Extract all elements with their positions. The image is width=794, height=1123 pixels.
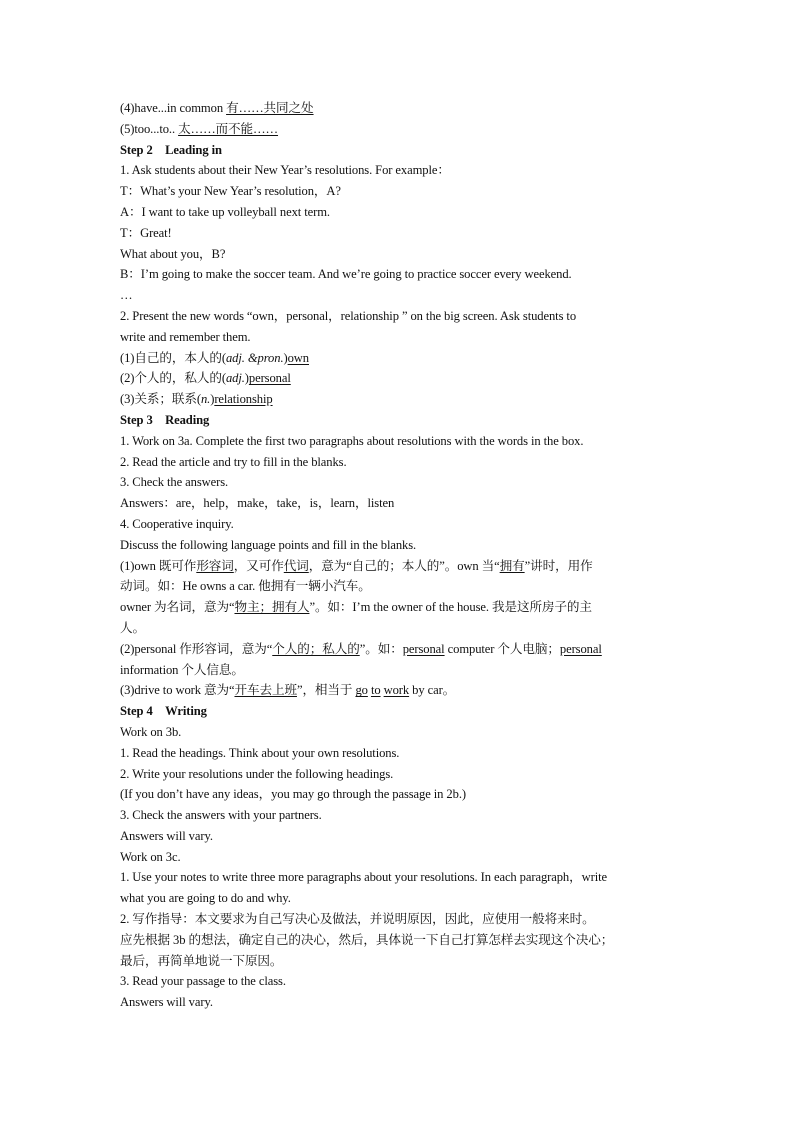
text-line: Discuss the following language points and fill in the blanks.: [120, 537, 417, 552]
language-point: (3)drive to work 意为“开车去上班”，相当于 go to work by car。: [120, 683, 456, 698]
language-point: owner 为名词，意为“物主；拥有人”。如：I’m the owner of the house. 我是这所房子的主: [120, 600, 592, 615]
ellipsis: …: [120, 288, 133, 303]
phrase-item: [120, 119, 680, 140]
text-line: Answers will vary.: [120, 995, 213, 1010]
text-line: 1. Work on 3a. Complete the first two paragraphs about resolutions with the words in the box.: [120, 433, 584, 448]
text-line: 2. Present the new words “own，personal，relationship ” on the big screen. Ask students to: [120, 308, 577, 323]
text-line: 2. Read the article and try to fill in the blanks.: [120, 454, 347, 469]
phrase-item: [120, 98, 680, 119]
text-line: Answers will vary.: [120, 828, 213, 843]
text-line: 应先根据 3b 的想法，确定自己的决心，然后，具体说一下自己打算怎样去实现这个决心；: [120, 932, 614, 947]
text-line: what you are going to do and why.: [120, 891, 291, 906]
dialogue-line: What about you，B?: [120, 246, 226, 261]
vocab-item: (2)个人的，私人的(adj.)personal: [120, 371, 291, 386]
text-line: 1. Use your notes to write three more paragraphs about your resolutions. In each paragraph，write: [120, 870, 607, 885]
language-point: 动词。如：He owns a car. 他拥有一辆小汽车。: [120, 579, 371, 594]
phrase-text: (4)have...in common: [120, 101, 227, 115]
language-point: information 个人信息。: [120, 662, 244, 677]
step3-heading: Step 3 Reading: [120, 412, 210, 427]
text-line: Work on 3b.: [120, 724, 182, 739]
text-line: 2. Write your resolutions under the following headings.: [120, 766, 394, 781]
vocab-answer: own: [287, 350, 309, 365]
vocab-answer: relationship: [214, 392, 273, 407]
language-point: (1)own 既可作形容词，又可作代词，意为“自己的；本人的”。own 当“拥有”讲时，用作: [120, 558, 593, 573]
phrase-text: (5)too...to..: [120, 121, 179, 136]
dialogue-line: B：I’m going to make the soccer team. And we’re going to practice soccer every weekend.: [120, 267, 572, 282]
phrase-meaning: 有……共同之处: [226, 101, 314, 115]
step2-heading: Step 2 Leading in: [120, 142, 222, 157]
text-line: 1. Read the headings. Think about your own resolutions.: [120, 745, 400, 760]
language-point: 人。: [120, 620, 145, 635]
text-line: 最后，再简单地说一下原因。: [120, 953, 283, 968]
vocab-answer: personal: [248, 371, 291, 386]
text-line: 4. Cooperative inquiry.: [120, 516, 234, 531]
phrase-meaning: 太……而不能……: [178, 121, 279, 136]
text-line: 1. Ask students about their New Year’s resolutions. For example：: [120, 163, 450, 178]
dialogue-line: T：Great!: [120, 225, 172, 240]
document-page: [120, 98, 680, 1013]
answers-line: Answers：are，help，make，take，is，learn，listen: [120, 496, 395, 511]
text-line: 2. 写作指导：本文要求为自己写决心及做法，并说明原因，因此，应使用一般将来时。: [120, 912, 595, 927]
text-line: 3. Read your passage to the class.: [120, 974, 286, 989]
text-line: 3. Check the answers with your partners.: [120, 808, 322, 823]
text-line: write and remember them.: [120, 329, 251, 344]
text-line: 3. Check the answers.: [120, 475, 229, 490]
dialogue-line: T：What’s your New Year’s resolution，A?: [120, 184, 341, 199]
language-point: (2)personal 作形容词，意为“个人的；私人的”。如：personal computer 个人电脑；personal: [120, 641, 602, 656]
text-line: (If you don’t have any ideas，you may go through the passage in 2b.): [120, 787, 466, 802]
text-line: Work on 3c.: [120, 849, 181, 864]
vocab-item: (1)自己的，本人的(adj. &pron.)own: [120, 350, 309, 365]
dialogue-line: A：I want to take up volleyball next term.: [120, 204, 330, 219]
step4-heading: Step 4 Writing: [120, 704, 207, 719]
vocab-item: (3)关系；联系(n.)relationship: [120, 392, 273, 407]
